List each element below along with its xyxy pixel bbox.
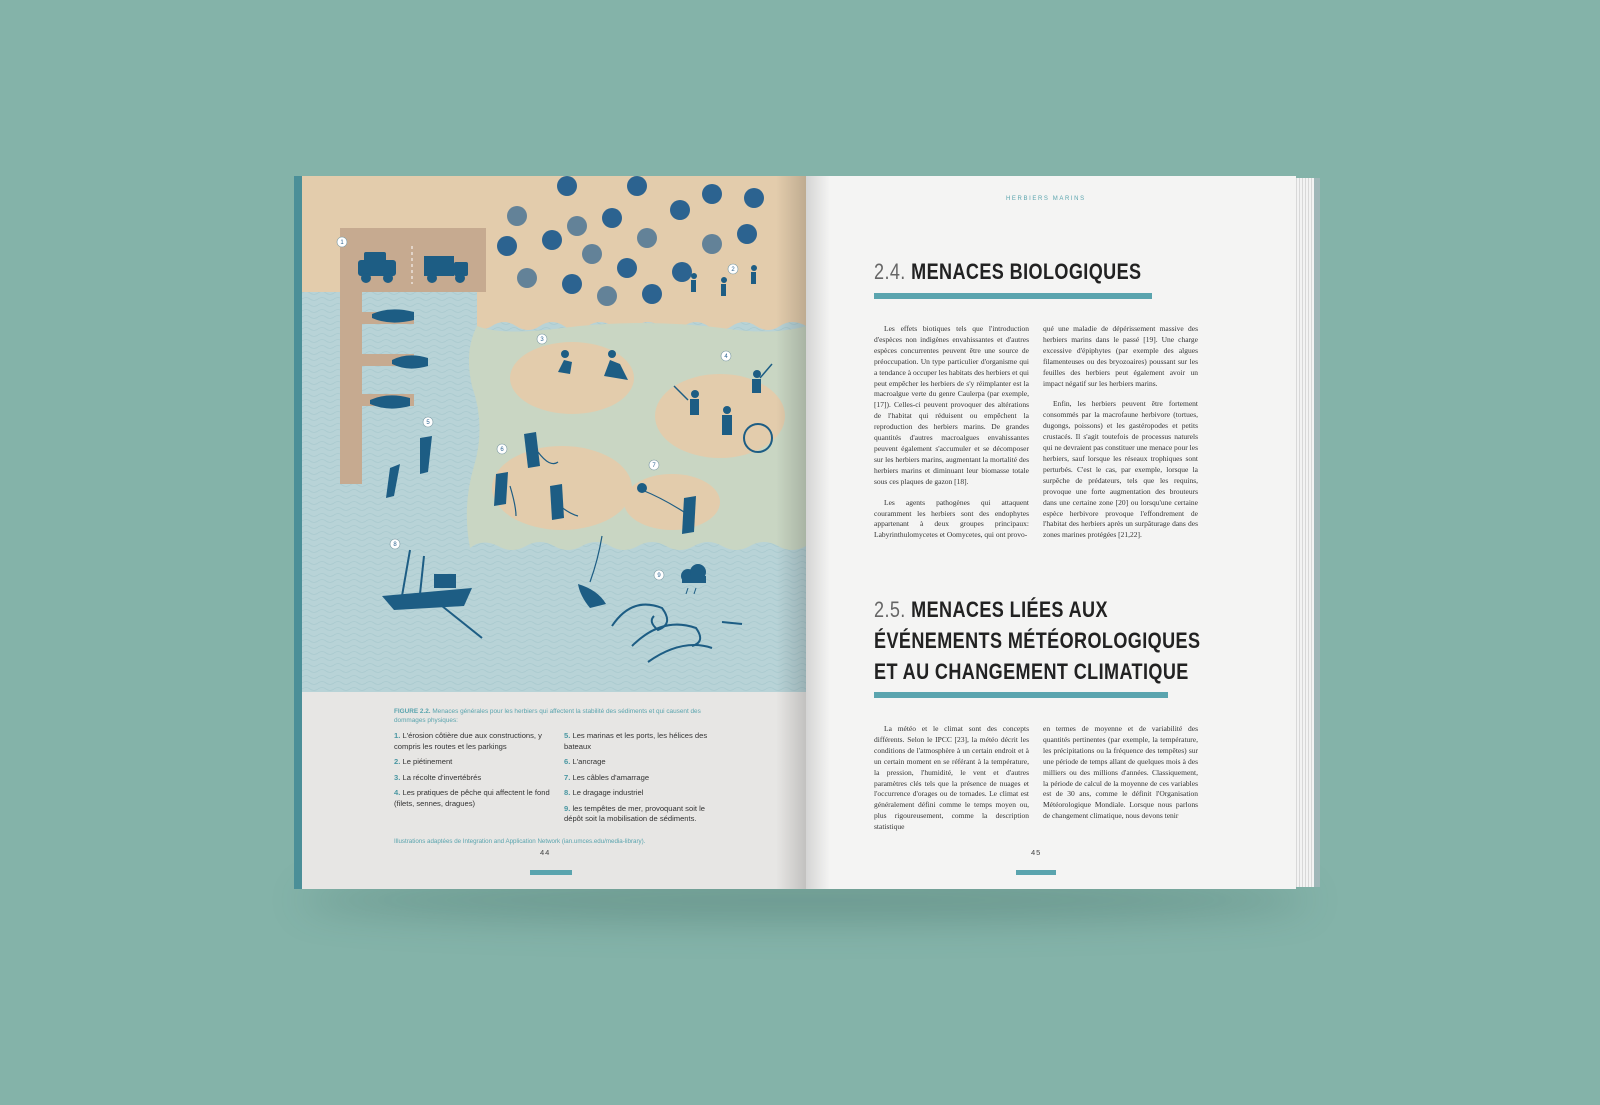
marker-2: 2 — [731, 267, 735, 273]
page-number-bar-right — [1016, 870, 1056, 875]
page-edges — [1296, 178, 1316, 887]
section-2-5-body — [874, 724, 1198, 843]
page-number-right: 45 — [1031, 848, 1042, 857]
section-2-4-title: MENACES BIOLOGIQUES — [911, 259, 1142, 284]
illustration-credit: Illustrations adaptées de Integration and Application Network (ian.umces.edu/media-library). — [394, 837, 646, 845]
figure-caption — [394, 708, 724, 845]
paragraph: La météo et le climat sont des concepts différents. Selon le IPCC [23], la météo décrit les conditions de l'atmosphère à un certain endroit et à un certain moment en se référant à la température, la pression, l'humidité, le vent et d'autres paramètres clés tels que la présence de nuages et l'occurrence d'orages ou de tornades. Le climat est généralement défini comme le temps moyen ou, plus rigoureusement, comme la description statistique — [874, 724, 1029, 832]
pier — [340, 292, 362, 484]
threats-illustration — [302, 176, 806, 692]
marker-4: 4 — [724, 354, 728, 360]
section-2-4-body — [874, 324, 1198, 551]
paragraph: Les effets biotiques tels que l'introduction d'espèces non indigènes envahissantes et d'autres espèces concurrentes peuvent être une source de préoccupation. Un type particulier d'organisme qui a tendance à occuper les habitats des herbiers et qui peut empêcher les herbiers de s'y réimplanter est la macroalgue verte du genre Caulerpa (par exemple, [17]). Celles-ci peuvent provoquer des altérations de l'habitat qui réduisent ou empêchent la reproduction des herbiers marins. De grandes quantités d'autres macroalgues envahissantes peuvent également s'accumuler et se décomposer sur les herbiers marins, augmentant la mortalité des herbiers marins et diminuant leur biomasse totale sous ces plaques de gazon [18]. — [874, 324, 1029, 486]
caption-item-6: 6. L'ancrage — [564, 757, 606, 766]
caption-item-2: 2. Le piétinement — [394, 757, 453, 766]
section-2-5-title-line-3: ET AU CHANGEMENT CLIMATIQUE — [874, 659, 1189, 684]
mooring-buoy-icon — [637, 483, 647, 493]
marker-5: 5 — [426, 420, 430, 426]
paragraph: en termes de moyenne et de variabilité des quantités pertinentes (par exemple, la température, les précipitations ou la fréquence des tempêtes) sur une période de temps allant de quelques mois à des milliers ou des millions d'années. Classiquement, la période de calcul de la moyenne de ces variables est de 30 ans, comme le définit l'Organisation Météorologique Mondiale. Lorsque nous parlons de changement climatique, nous devons tenir — [1043, 724, 1198, 821]
section-2-5-heading — [874, 594, 1200, 687]
figure-caption-title — [394, 708, 724, 725]
open-book — [294, 176, 1324, 889]
book-back-cover-edge — [1314, 178, 1320, 887]
paragraph: qué une maladie de dépérissement massive des herbiers marins dans le passé [19]. Une charge excessive d'épiphytes (par exemple des algues filamenteuses ou des bryozoaires) poussant sur les feuilles des herbiers peut également avoir un impact négatif sur les herbiers marins. — [1043, 324, 1198, 388]
section-2-4-number: 2.4. — [874, 259, 906, 284]
caption-item-8: 8. Le dragage industriel — [564, 788, 644, 797]
page-number-bar-left — [530, 870, 572, 875]
marker-3: 3 — [540, 337, 544, 343]
section-2-4-column-left — [874, 324, 1029, 551]
caption-item-1: 1. L'érosion côtière due aux constructions, y compris les routes et les parkings — [394, 731, 542, 751]
section-2-5-rule — [874, 692, 1168, 698]
paragraph: Enfin, les herbiers peuvent être fortement consommés par la macrofaune herbivore (tortues, dugongs, poissons) et les gastéropodes et petits crustacés. Il s'agit toutefois de processus naturels qui ne devraient pas constituer une menace pour les herbiers, sauf lorsque les réseaux trophiques sont perturbés. C'est le cas, par exemple, lorsque la surpêche de prédateurs, tels que les requins, provoque une forte augmentation des brouteurs dans une certaine zone [20] ou lorsqu'une certaine espèce herbivore provoque l'effondrement de l'habitat des herbiers après un surpâturage dans des zones marines protégées [21,22]. — [1043, 399, 1198, 540]
figure-label: FIGURE 2.2. — [394, 708, 431, 715]
caption-item-3: 3. La récolte d'invertébrés — [394, 772, 482, 782]
figure-title: Menaces générales pour les herbiers qui affectent la stabilité des sédiments et qui causent des dommages physiques: — [394, 708, 701, 724]
right-page — [806, 176, 1296, 889]
caption-item-7: 7. Les câbles d'amarrage — [564, 772, 650, 782]
section-2-5-number: 2.5. — [874, 597, 906, 622]
marker-6: 6 — [500, 447, 504, 453]
section-2-4-heading — [874, 256, 1141, 287]
section-2-5-title-line-2: ÉVÉNEMENTS MÉTÉOROLOGIQUES — [874, 628, 1201, 653]
section-2-4-column-right — [1043, 324, 1198, 551]
section-2-5-column-left — [874, 724, 1029, 843]
caption-item-9: 9. les tempêtes de mer, provoquant soit le dépôt soit la mobilisation de sédiments. — [564, 803, 706, 823]
caption-item-5: 5. Les marinas et les ports, les hélices des bateaux — [564, 731, 708, 751]
paragraph: Les agents pathogènes qui attaquent couramment les herbiers sont des endophytes appartenant à deux groupes principaux: Labyrinthulomycetes et Oomycetes, qui ont provo- — [874, 497, 1029, 540]
section-2-5-column-right — [1043, 724, 1198, 843]
marker-1: 1 — [340, 240, 344, 246]
section-2-5-title-line-1: MENACES LIÉES AUX — [911, 597, 1108, 622]
caption-item-4: 4. Les pratiques de pêche qui affectent le fond (filets, sennes, dragues) — [394, 788, 550, 808]
marker-9: 9 — [657, 573, 661, 579]
left-page — [302, 176, 806, 889]
section-2-4-rule — [874, 293, 1152, 299]
marker-7: 7 — [652, 463, 656, 469]
page-number-left: 44 — [540, 848, 551, 857]
running-head: HERBIERS MARINS — [1006, 196, 1086, 202]
marker-8: 8 — [393, 542, 397, 548]
